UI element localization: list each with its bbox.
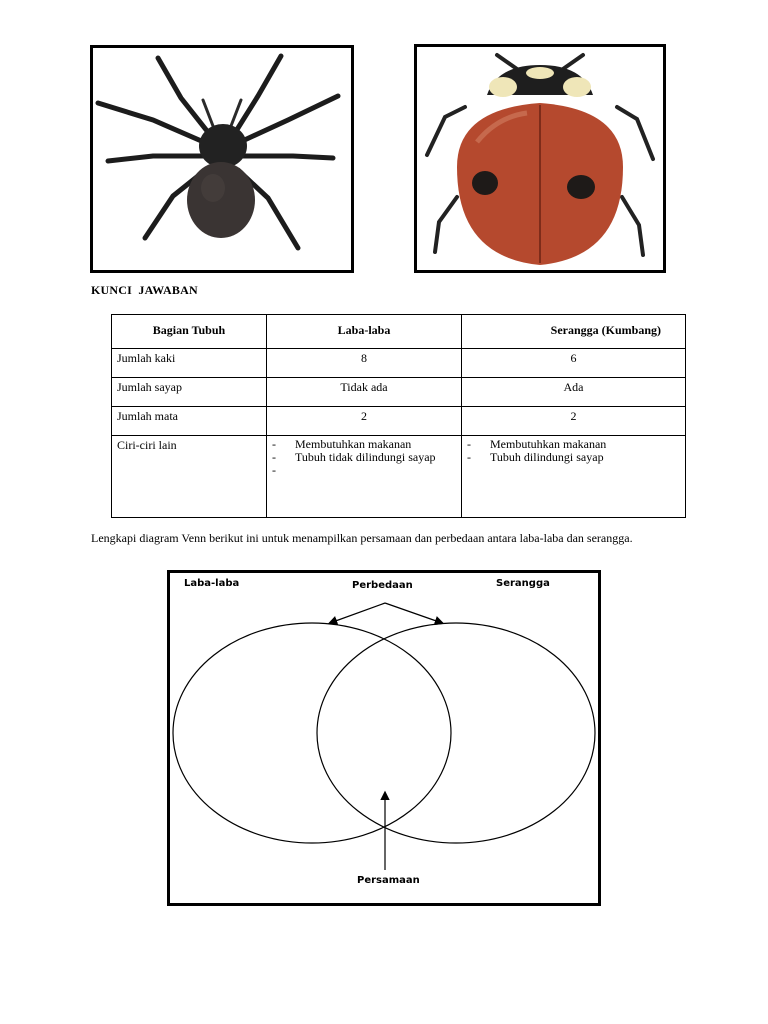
header-insect: Serangga (Kumbang) [462,315,686,349]
row-label: Jumlah kaki [112,349,267,378]
list-item: - [272,463,276,477]
row-label: Ciri-ciri lain [112,436,267,518]
venn-difference-label: Perbedaan [352,580,413,591]
table-header-row [112,315,686,349]
spider-illustration [93,48,351,270]
table-row [112,378,686,407]
venn-similarity-label: Persamaan [357,875,420,886]
insect-circle [317,623,595,843]
spider-traits-list [272,438,456,477]
table-row [112,349,686,378]
table-row [112,436,686,518]
venn-diagram [167,570,601,906]
header-body-part: Bagian Tubuh [112,315,267,349]
row-label: Jumlah sayap [112,378,267,407]
insect-other-traits [462,436,686,518]
list-item: - Membutuhkan makanan [272,437,412,451]
ladybug-illustration [417,47,663,270]
list-item: - Tubuh dilindungi sayap [467,450,604,464]
insect-value: 2 [462,407,686,436]
table-row [112,407,686,436]
row-label: Jumlah mata [112,407,267,436]
venn-instruction: Lengkapi diagram Venn berikut ini untuk menampilkan persamaan dan perbedaan antara laba-laba dan serangga. [91,531,633,545]
difference-arrow-left [330,603,385,623]
list-item: - Membutuhkan makanan [467,437,607,451]
spider-other-traits [267,436,462,518]
spider-value: 2 [267,407,462,436]
answer-key-heading: KUNCI JAWABAN [91,283,198,297]
spider-photo [90,45,354,273]
spider-value: 8 [267,349,462,378]
venn-shapes [170,573,598,903]
venn-left-label: Laba-laba [184,578,240,589]
spider-value: Tidak ada [267,378,462,407]
comparison-table [111,314,686,518]
insect-value: Ada [462,378,686,407]
header-spider: Laba-laba [267,315,462,349]
spider-circle [173,623,451,843]
insect-traits-list [467,438,680,464]
insect-value: 6 [462,349,686,378]
difference-arrow-right [385,603,442,623]
list-item: - Tubuh tidak dilindungi sayap [272,450,436,464]
venn-right-label: Serangga [496,578,550,589]
ladybug-photo [414,44,666,273]
